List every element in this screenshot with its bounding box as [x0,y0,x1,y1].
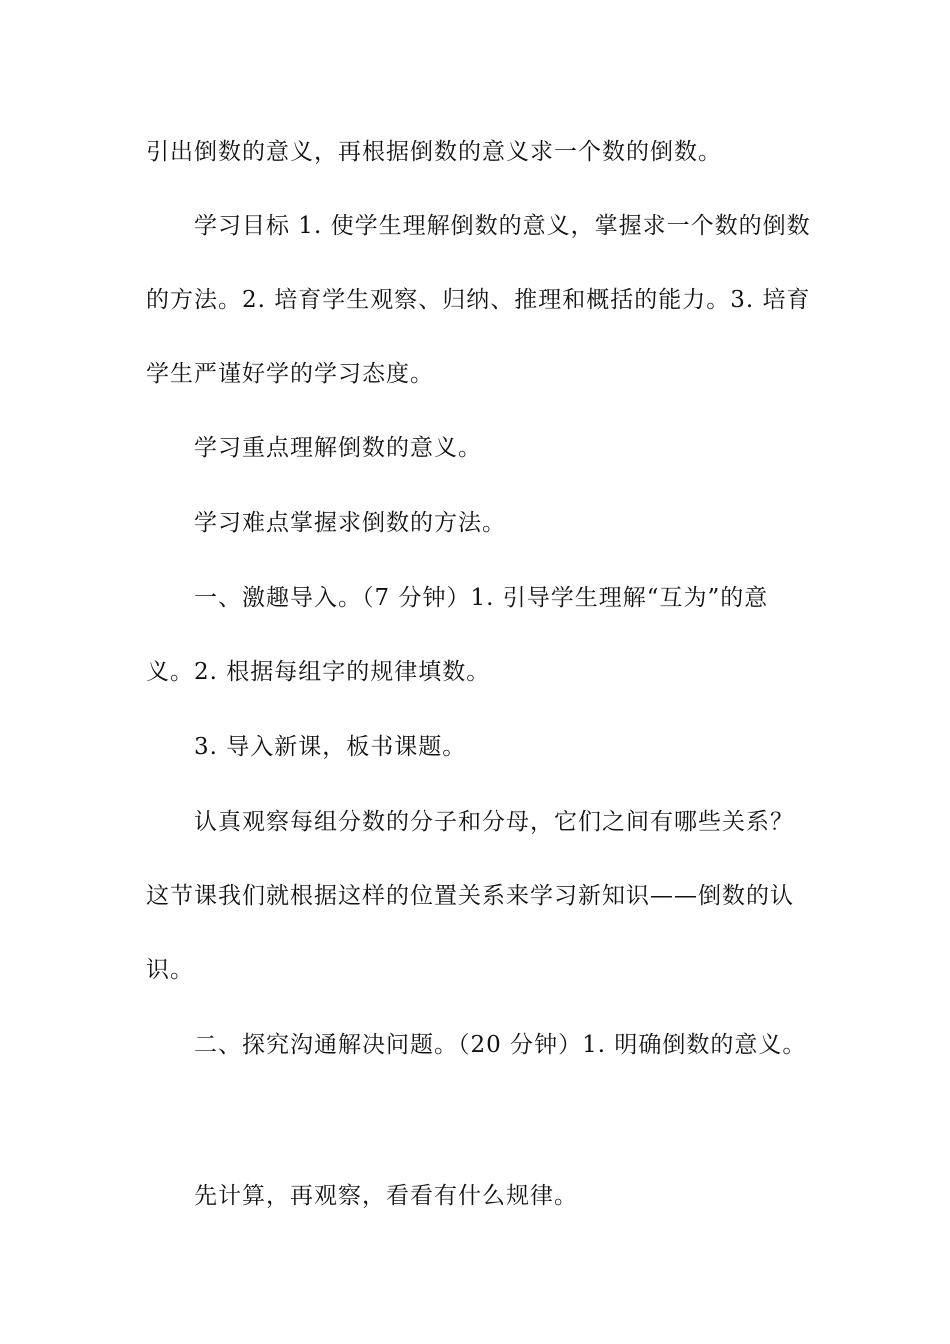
text-line-13: 二、探究沟通解决问题。（20 分钟）1. 明确倒数的意义。 [194,1032,807,1058]
text-line-7: 一、激趣导入。（7 分钟）1. 引导学生理解“互为”的意 [194,585,769,611]
text-line-3: 的方法。2. 培育学生观察、归纳、推理和概括的能力。3. 培育 [146,287,811,313]
text-line-14: 先计算，再观察，看看有什么规律。 [194,1183,578,1209]
text-line-9: 3. 导入新课，板书课题。 [194,734,467,760]
text-line-11: 这节课我们就根据这样的位置关系来学习新知识——倒数的认 [146,883,794,909]
text-line-6: 学习难点掌握求倒数的方法。 [194,510,506,536]
text-line-1: 引出倒数的意义，再根据倒数的意义求一个数的倒数。 [146,139,722,165]
text-line-4: 学生严谨好学的学习态度。 [146,361,434,387]
text-line-5: 学习重点理解倒数的意义。 [194,435,482,461]
text-line-12: 识。 [146,957,194,983]
text-line-2: 学习目标 1. 使学生理解倒数的意义，掌握求一个数的倒数 [194,213,811,239]
text-line-10: 认真观察每组分数的分子和分母，它们之间有哪些关系？ [194,809,794,835]
text-line-8: 义。2. 根据每组字的规律填数。 [146,659,491,685]
